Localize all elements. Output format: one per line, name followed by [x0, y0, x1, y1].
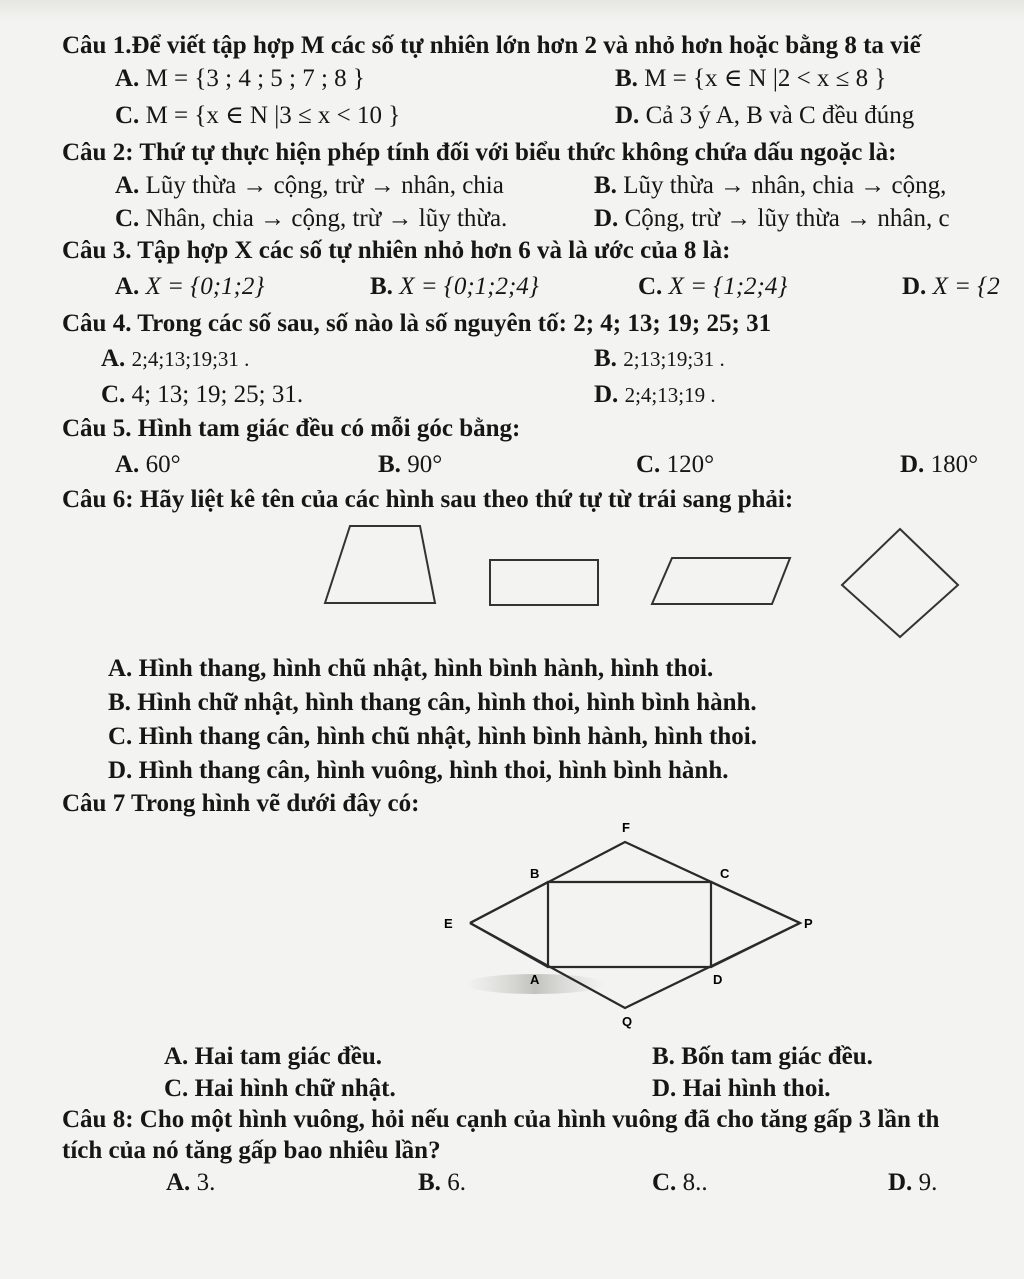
q3-option-d[interactable]: D. X = {2 — [902, 273, 1000, 300]
question-7 — [62, 789, 419, 819]
q2-option-d[interactable]: D. Cộng, trừ → lũy thừa → nhân, c — [594, 205, 950, 232]
question-2-label: Câu 2: — [62, 139, 134, 166]
question-1-label: Câu 1. — [62, 32, 132, 59]
point-label-q: Q — [622, 1014, 633, 1029]
point-label-e: E — [444, 916, 453, 931]
question-3-text: Tập hợp X các số tự nhiên nhỏ hơn 6 và là ước của 8 là: — [131, 237, 731, 264]
question-4-text: Trong các số sau, số nào là số nguyên tố: 2; 4; 13; 19; 25; 31 — [131, 310, 772, 337]
q7-geometry-figure — [430, 812, 830, 1032]
q7-option-d[interactable]: D. Hai hình thoi. — [652, 1075, 831, 1102]
question-1-text: Để viết tập hợp M các số tự nhiên lớn hơn 2 và nhỏ hơn hoặc bằng 8 ta viế — [131, 32, 921, 59]
q1-option-c[interactable]: C. M = {x ∈ N |3 ≤ x < 10 } — [115, 102, 401, 129]
q6-shapes-figure — [310, 515, 980, 645]
question-5-text: Hình tam giác đều có mỗi góc bằng: — [131, 415, 521, 442]
q8-option-c[interactable]: C. 8.. — [652, 1169, 708, 1196]
question-7-text: Trong hình vẽ dưới đây có: — [125, 790, 420, 817]
question-6-text: Hãy liệt kê tên của các hình sau theo thứ tự từ trái sang phải: — [133, 486, 794, 513]
question-8 — [62, 1105, 939, 1135]
question-8-label: Câu 8: — [62, 1106, 134, 1133]
q5-option-d[interactable]: D. 180° — [900, 451, 979, 478]
q8-option-b[interactable]: B. 6. — [418, 1169, 466, 1196]
point-label-a: A — [530, 972, 540, 987]
point-label-p: P — [804, 916, 813, 931]
question-7-label: Câu 7 — [62, 790, 126, 817]
q3-option-b[interactable]: B. X = {0;1;2;4} — [370, 273, 539, 300]
point-label-f: F — [622, 820, 630, 835]
rectangle-bcda — [548, 882, 711, 967]
q4-option-a[interactable]: A. 2;4;13;19;31 . — [101, 345, 250, 372]
q8-option-d[interactable]: D. 9. — [888, 1169, 938, 1196]
q4-option-d[interactable]: D. 2;4;13;19 . — [594, 381, 716, 408]
q6-option-c[interactable]: C. Hình thang cân, hình chũ nhật, hình bình hành, hình thoi. — [108, 723, 757, 750]
q4-option-b[interactable]: B. 2;13;19;31 . — [594, 345, 725, 372]
point-label-b: B — [530, 866, 540, 881]
point-label-c: C — [720, 866, 730, 881]
q5-option-a[interactable]: A. 60° — [115, 451, 181, 478]
rectangle-shape — [490, 560, 598, 605]
top-edge-shadow — [0, 0, 1024, 22]
q7-option-a[interactable]: A. Hai tam giác đều. — [164, 1043, 383, 1070]
q1-option-a[interactable]: A. M = {3 ; 4 ; 5 ; 7 ; 8 } — [115, 65, 365, 92]
q4-option-c[interactable]: C. 4; 13; 19; 25; 31. — [101, 381, 304, 408]
question-3-label: Câu 3. — [62, 237, 132, 264]
question-8-continued: tích của nó tăng gấp bao nhiêu lần? — [62, 1137, 441, 1164]
q2-option-a[interactable]: A. Lũy thừa → cộng, trừ → nhân, chia — [115, 172, 504, 199]
q8-option-a[interactable]: A. 3. — [166, 1169, 216, 1196]
q6-option-d[interactable]: D. Hình thang cân, hình vuông, hình thoi, hình bình hành. — [108, 757, 729, 784]
q5-option-c[interactable]: C. 120° — [636, 451, 715, 478]
question-1 — [62, 31, 921, 61]
q3-option-c[interactable]: C. X = {1;2;4} — [638, 273, 788, 300]
q3-option-a[interactable]: A. X = {0;1;2} — [115, 273, 265, 300]
q6-option-a[interactable]: A. Hình thang, hình chũ nhật, hình bình hành, hình thoi. — [108, 655, 714, 682]
q2-option-b[interactable]: B. Lũy thừa → nhân, chia → cộng, — [594, 172, 947, 199]
q7-option-b[interactable]: B. Bốn tam giác đều. — [652, 1043, 873, 1070]
isosceles-trapezoid-shape — [325, 526, 435, 603]
q1-option-b[interactable]: B. M = {x ∈ N |2 < x ≤ 8 } — [615, 65, 887, 92]
q6-option-b[interactable]: B. Hình chữ nhật, hình thang cân, hình thoi, hình bình hành. — [108, 689, 757, 716]
question-2-text: Thứ tự thực hiện phép tính đối với biểu thức không chứa dấu ngoặc là: — [133, 139, 897, 166]
question-5-label: Câu 5. — [62, 415, 132, 442]
question-3 — [62, 236, 730, 266]
q5-option-b[interactable]: B. 90° — [378, 451, 443, 478]
question-2 — [62, 138, 896, 168]
point-label-d: D — [713, 972, 723, 987]
q2-option-c[interactable]: C. Nhân, chia → cộng, trừ → lũy thừa. — [115, 205, 508, 232]
question-4 — [62, 309, 771, 339]
question-8-text: Cho một hình vuông, hỏi nếu cạnh của hình vuông đã cho tăng gấp 3 lần th — [133, 1106, 940, 1133]
question-4-label: Câu 4. — [62, 310, 132, 337]
question-6 — [62, 485, 793, 515]
rhombus-shape — [842, 529, 958, 637]
q7-option-c[interactable]: C. Hai hình chữ nhật. — [164, 1075, 396, 1102]
question-5 — [62, 414, 520, 444]
parallelogram-shape — [652, 558, 790, 604]
q1-option-d[interactable]: D. Cả 3 ý A, B và C đều đúng — [615, 102, 915, 129]
question-6-label: Câu 6: — [62, 486, 134, 513]
